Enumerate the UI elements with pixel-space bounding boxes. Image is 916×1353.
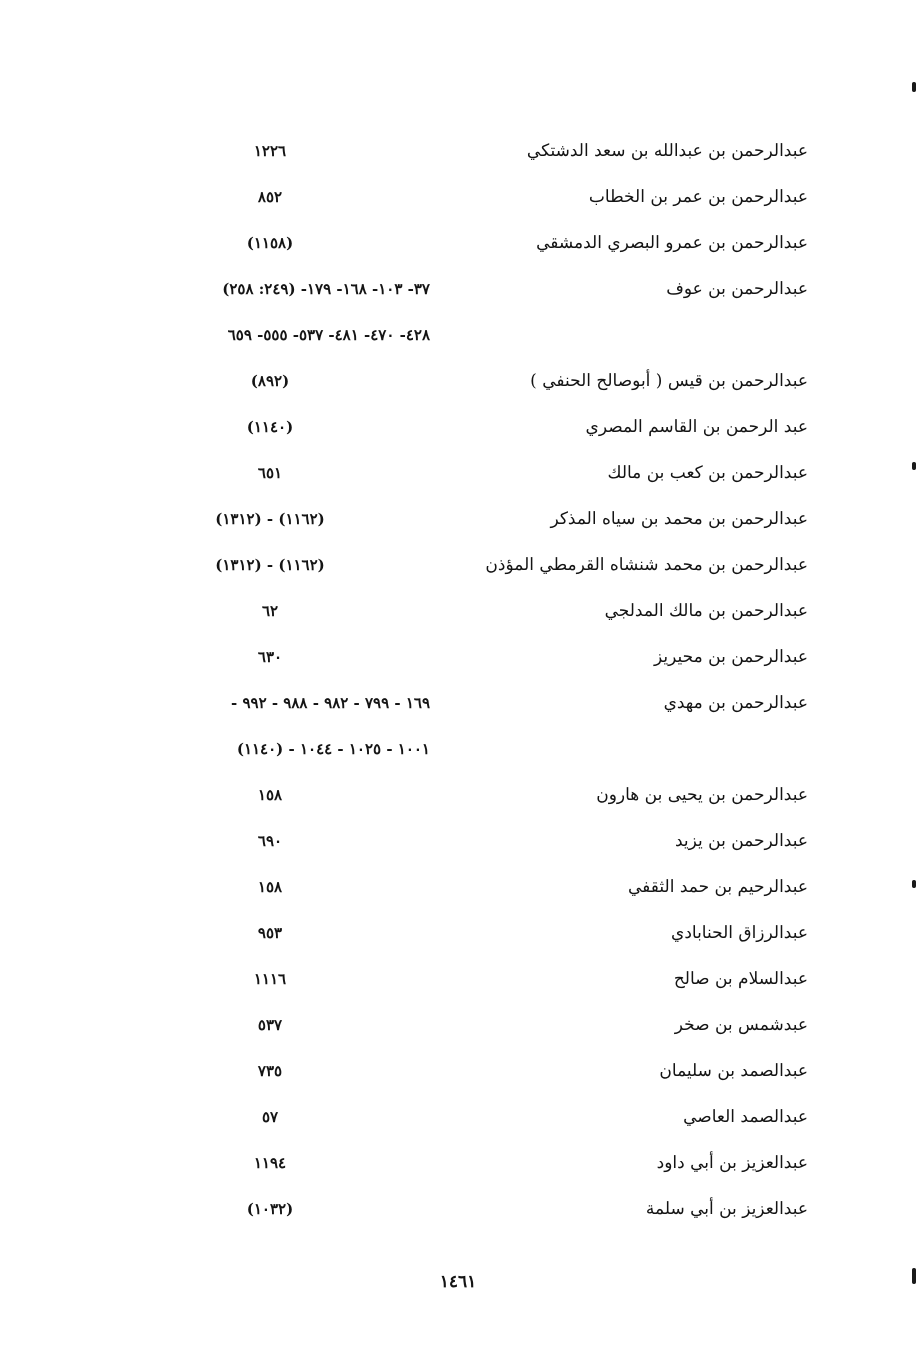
entry-references: ٣٧- ١٠٣- ١٦٨- ١٧٩- (٢٤٩: ٢٥٨) [222, 280, 430, 298]
entry-name: عبدالرحمن بن عمرو البصري الدمشقي [536, 233, 808, 253]
entry-references: ٥٧ [261, 1108, 279, 1126]
entry-name: عبدالرحمن بن محيريز [654, 647, 808, 667]
entry-references: (١١٦٢) - (١٣١٢) [215, 556, 325, 574]
index-entry [0, 772, 916, 818]
index-entry [0, 634, 916, 680]
entry-references: ٧٣٥ [257, 1062, 283, 1080]
entry-name: عبدالرحمن بن قيس ( أبوصالح الحنفي ) [530, 371, 808, 391]
entry-references: ١٦٩ - ٧٩٩ - ٩٨٢ - ٩٨٨ - ٩٩٢ - [231, 694, 430, 712]
entry-name: عبدالصمد العاصي [683, 1107, 808, 1127]
entry-name: عبدالرحمن بن يحيى بن هارون [596, 785, 808, 805]
index-entry [0, 450, 916, 496]
page-number: ١٤٦١ [439, 1272, 477, 1292]
entry-name: عبدالرزاق الحنابادي [671, 923, 808, 943]
entry-references: ١٠٠١ - ١٠٢٥ - ١٠٤٤ - (١١٤٠) [236, 740, 430, 758]
index-entry [0, 818, 916, 864]
entry-name: عبدالرحمن بن كعب بن مالك [607, 463, 808, 483]
entry-references: ٤٢٨- ٤٧٠- ٤٨١- ٥٣٧- ٥٥٥- ٦٥٩ [227, 326, 430, 344]
index-entry [0, 358, 916, 404]
name-index-list [0, 128, 916, 1232]
entry-references: ٥٣٧ [257, 1016, 283, 1034]
entry-references: ٨٥٢ [257, 188, 283, 206]
entry-references: (١١٤٠) [246, 418, 294, 436]
entry-name: عبدالرحمن بن محمد شنشاه القرمطي المؤذن [485, 555, 808, 575]
entry-references: ٦٢ [261, 602, 279, 620]
entry-references: (١٠٣٢) [246, 1200, 294, 1218]
entry-references: ١٥٨ [257, 878, 283, 896]
entry-references: ٩٥٣ [257, 924, 283, 942]
entry-name: عبدشمس بن صخر [674, 1015, 808, 1035]
index-entry [0, 1140, 916, 1186]
entry-name: عبدالرحمن بن عبدالله بن سعد الدشتكي [526, 141, 808, 161]
index-entry [0, 266, 916, 312]
entry-name: عبدالصمد بن سليمان [659, 1061, 808, 1081]
entry-name: عبدالرحمن بن يزيد [674, 831, 808, 851]
scan-edge-mark [912, 1268, 916, 1284]
index-entry [0, 864, 916, 910]
entry-name: عبدالسلام بن صالح [673, 969, 808, 989]
scan-edge-mark [912, 880, 916, 888]
entry-references: ١١١٦ [253, 970, 287, 988]
entry-name: عبدالرحمن بن مهدي [663, 693, 808, 713]
entry-references: ٦٥١ [257, 464, 283, 482]
entry-references: (٨٩٢) [250, 372, 290, 390]
index-entry [0, 404, 916, 450]
index-entry [0, 910, 916, 956]
index-entry [0, 1186, 916, 1232]
entry-references: ٦٣٠ [257, 648, 283, 666]
entry-references: ١١٩٤ [253, 1154, 287, 1172]
entry-name: عبد الرحمن بن القاسم المصري [585, 417, 808, 437]
entry-name: عبدالرحمن بن عوف [666, 279, 808, 299]
index-entry [0, 1048, 916, 1094]
entry-name: عبدالرحمن بن محمد بن سياه المذكر [550, 509, 808, 529]
index-entry [0, 588, 916, 634]
entry-references: (١١٦٢) - (١٣١٢) [215, 510, 325, 528]
index-entry [0, 128, 916, 174]
index-entry [0, 220, 916, 266]
entry-name: عبدالرحمن بن مالك المدلجي [604, 601, 808, 621]
index-entry [0, 1094, 916, 1140]
index-entry [0, 174, 916, 220]
scan-edge-mark [912, 462, 916, 470]
entry-references: ٦٩٠ [257, 832, 283, 850]
index-entry-continuation [0, 726, 916, 772]
entry-name: عبدالعزيز بن أبي داود [656, 1153, 808, 1173]
entry-name: عبدالرحمن بن عمر بن الخطاب [588, 187, 808, 207]
entry-references: ١٢٢٦ [253, 142, 287, 160]
index-entry [0, 1002, 916, 1048]
entry-references: ١٥٨ [257, 786, 283, 804]
entry-references: (١١٥٨) [246, 234, 294, 252]
index-entry [0, 542, 916, 588]
entry-name: عبدالرحيم بن حمد الثقفي [628, 877, 808, 897]
index-entry [0, 680, 916, 726]
entry-name: عبدالعزيز بن أبي سلمة [645, 1199, 808, 1219]
scan-edge-mark [912, 82, 916, 92]
index-entry-continuation [0, 312, 916, 358]
index-entry [0, 496, 916, 542]
index-entry [0, 956, 916, 1002]
